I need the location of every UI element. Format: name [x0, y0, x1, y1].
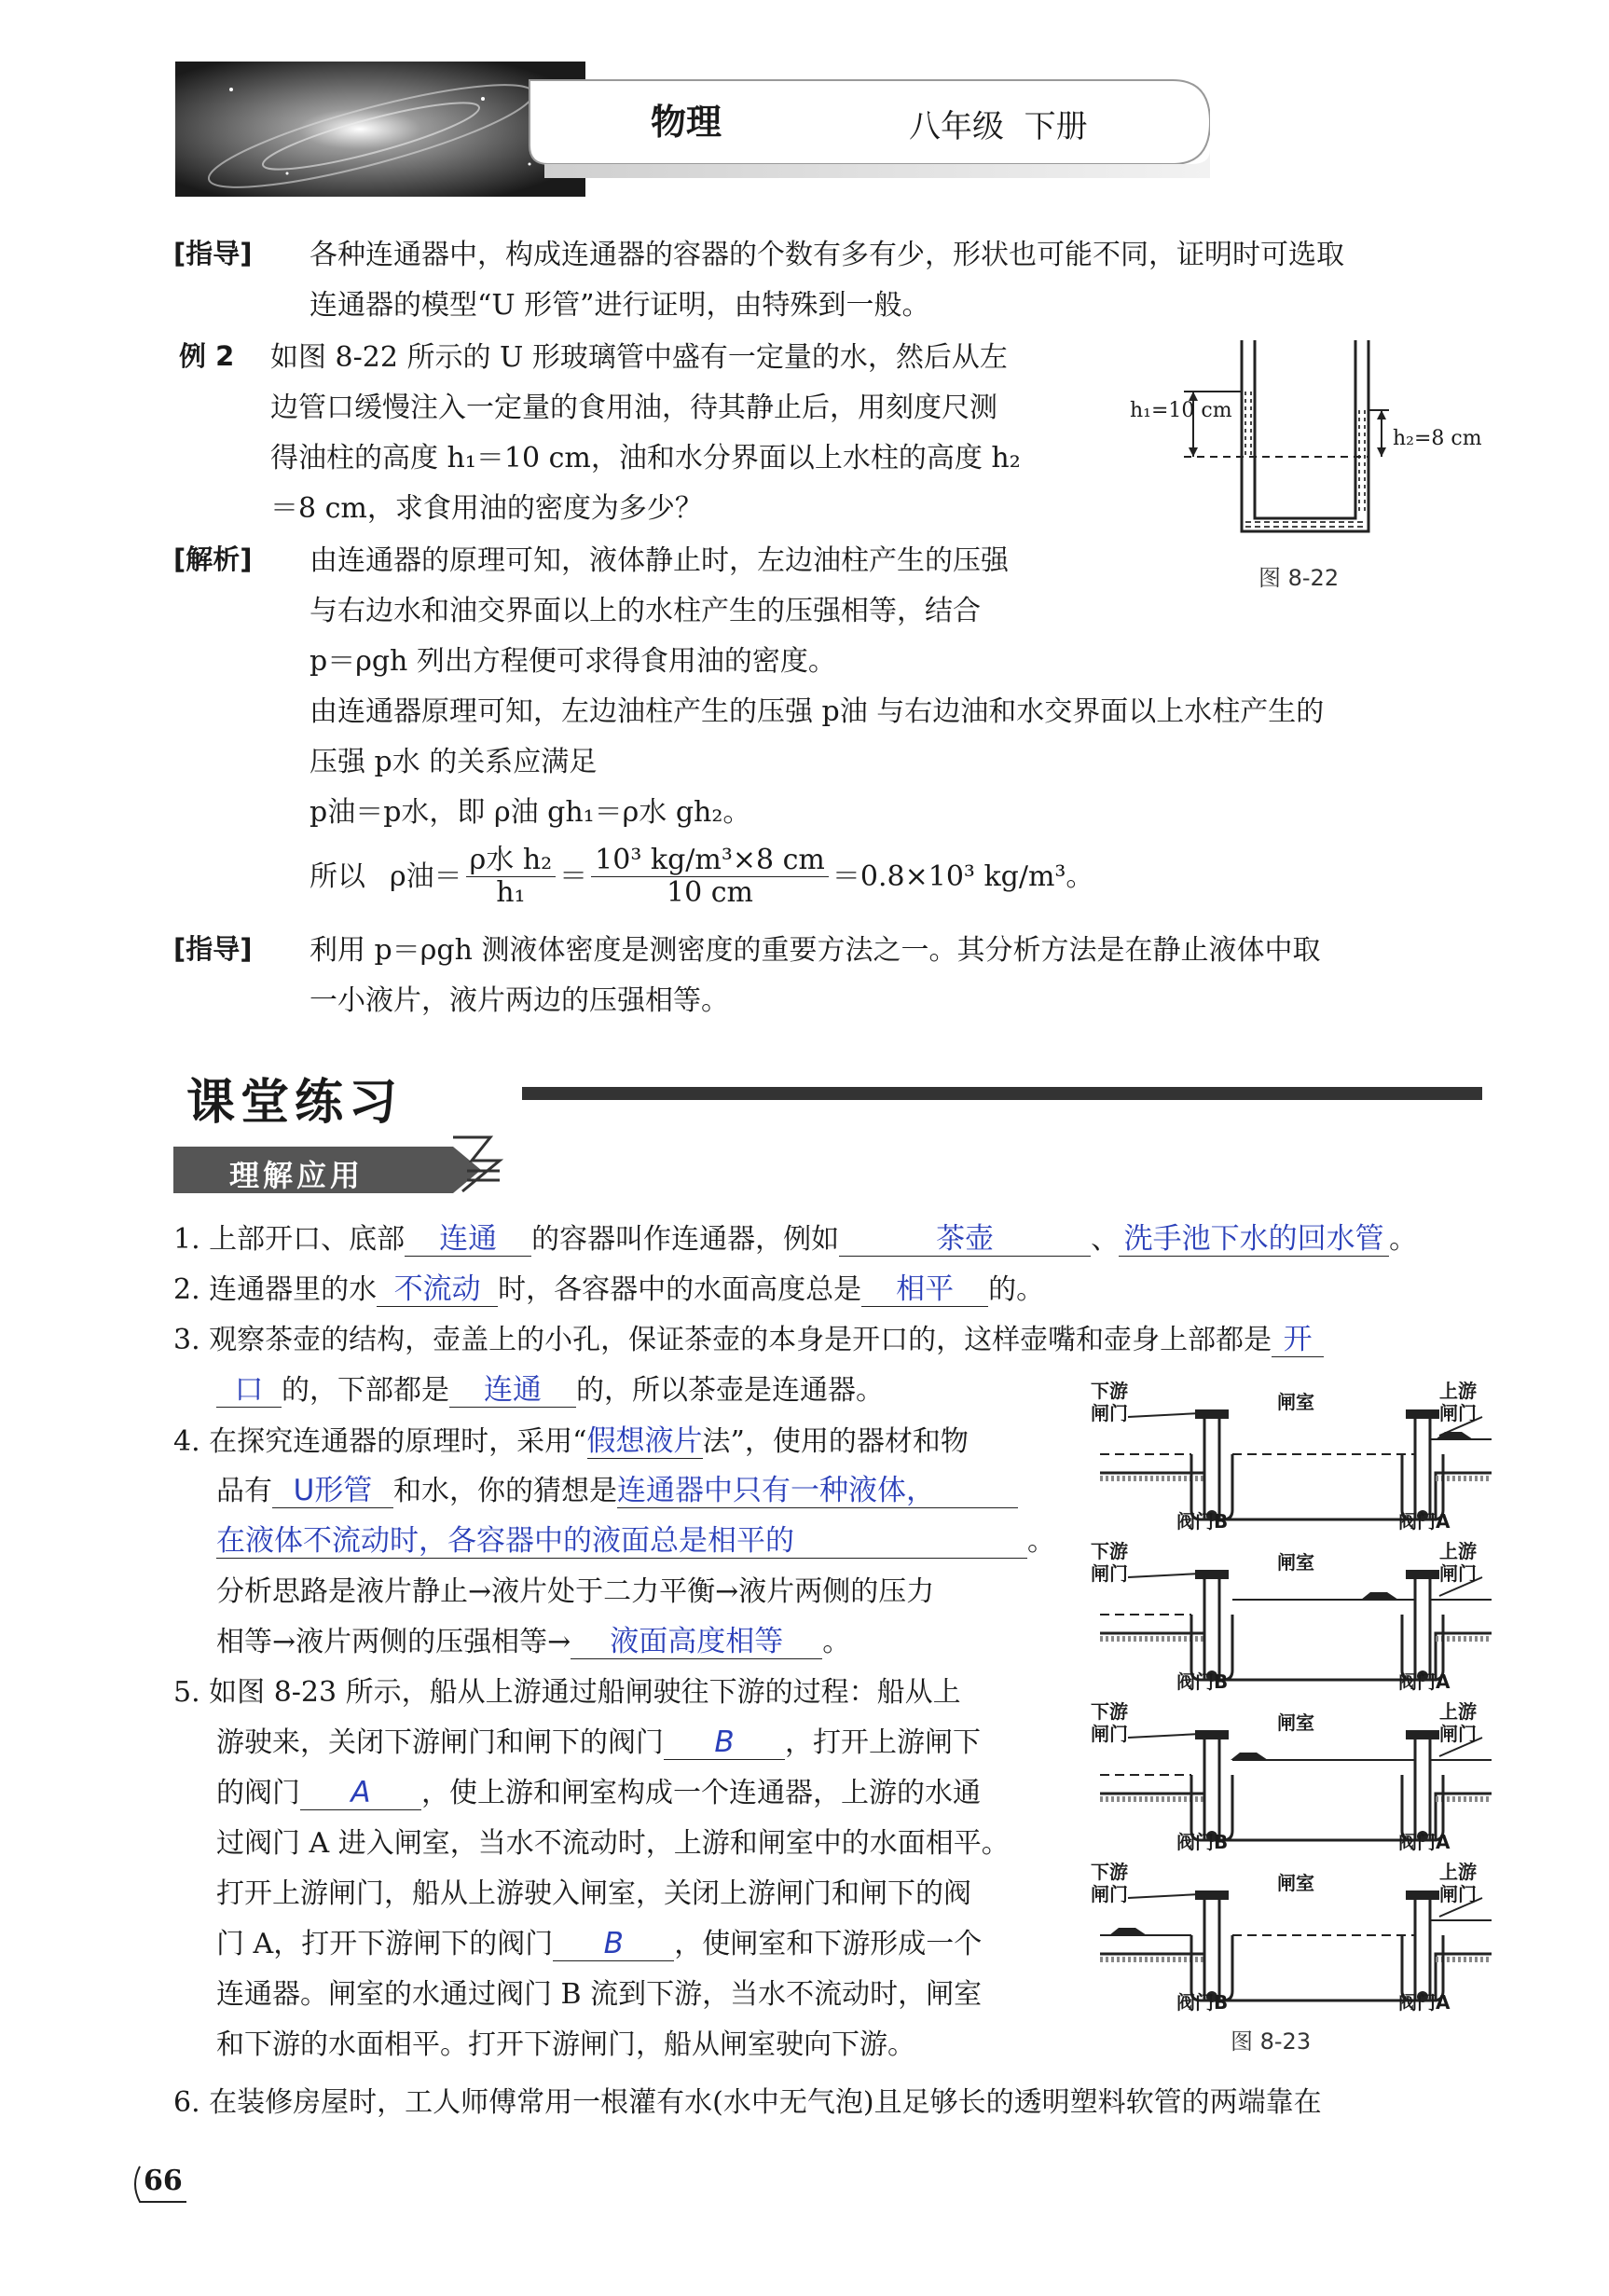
- question-5-line: 过阀门 A 进入闸室，当水不流动时，上游和闸室中的水面相平。: [216, 1827, 1010, 1860]
- label-valve-b: 阀门B: [1176, 1831, 1229, 1853]
- answer-blank[interactable]: 茶壶: [839, 1222, 1091, 1257]
- label-valve-b: 阀门B: [1176, 1510, 1229, 1533]
- example-text-line: 边管口缓慢注入一定量的食用油，待其静止后，用刻度尺测: [270, 392, 997, 424]
- fraction-denominator: 10 cm: [667, 876, 754, 909]
- answer-blank[interactable]: 洗手池下水的回水管: [1119, 1222, 1389, 1257]
- question-6: 6. 在装修房屋时，工人师傅常用一根灌有水(水中无气泡)且足够长的透明塑料软管的两端靠在: [173, 2086, 1322, 2119]
- question-4-line3: 在液体不流动时，各容器中的液面总是相平的 。: [216, 1524, 1055, 1558]
- answer-blank[interactable]: 相平: [861, 1272, 988, 1307]
- answer-blank[interactable]: 开: [1272, 1323, 1324, 1357]
- formula-lhs: ρ油＝: [390, 859, 462, 893]
- figure-label-h2: h₂=8 cm: [1393, 427, 1482, 450]
- answer-blank[interactable]: 连通: [405, 1222, 531, 1257]
- page-number-text: 66: [144, 2165, 183, 2197]
- label-chamber: 闸室: [1277, 1551, 1314, 1574]
- answer-blank[interactable]: 不流动: [377, 1272, 498, 1307]
- question-3-cont: 口 的，下部都是 连通 的，所以茶壶是连通器。: [216, 1372, 884, 1409]
- label-valve-a: 阀门A: [1398, 1670, 1451, 1693]
- question-4: 4. 在探究连通器的原理时，采用“假想液片法”，使用的器材和物: [173, 1424, 969, 1458]
- answer-blank[interactable]: A: [300, 1776, 421, 1810]
- guide-text-line: 各种连通器中，构成连通器的容器的个数有多有少，形状也可能不同，证明时可选取: [309, 239, 1344, 271]
- label-downstream-gate: 下游 闸门: [1091, 1380, 1128, 1424]
- analysis-text-line: 由连通器原理可知，左边油柱产生的压强 p油 与右边油和水交界面以上水柱产生的: [309, 695, 1325, 728]
- guide-text-line: 一小液片，液片两边的压强相等。: [309, 984, 729, 1017]
- label-valve-b: 阀门B: [1176, 1670, 1229, 1693]
- formula-so: 所以: [309, 859, 365, 893]
- answer-inline[interactable]: 假想液片: [586, 1424, 703, 1458]
- answer-blank[interactable]: B: [553, 1927, 674, 1961]
- label-valve-a: 阀门A: [1398, 1991, 1451, 2014]
- label-valve-a: 阀门A: [1398, 1831, 1451, 1853]
- answer-blank[interactable]: 口: [216, 1373, 282, 1408]
- fraction-numerator: 10³ kg/m³×8 cm: [591, 845, 829, 877]
- guide-text-line: 连通器的模型“U 形管”进行证明，由特殊到一般。: [309, 289, 930, 322]
- analysis-tag: [解析]: [173, 543, 253, 575]
- figure-8-22: [1128, 336, 1501, 597]
- analysis-text-line: 压强 p水 的关系应满足: [309, 746, 598, 778]
- label-downstream-gate: 下游 闸门: [1091, 1540, 1128, 1585]
- label-upstream-gate: 上游 闸门: [1439, 1540, 1477, 1585]
- label-valve-a: 阀门A: [1398, 1510, 1451, 1533]
- label-chamber: 闸室: [1277, 1712, 1314, 1734]
- question-1: 1. 上部开口、底部 连通 的容器叫作连通器，例如 茶壶 、 洗手池下水的回水管 。: [173, 1222, 1418, 1256]
- analysis-formula: 所以 ρ油＝ $\frac{\text{ρ水 h₂}}{\text{h₁}}$ ＝ $\frac{\text{10³ kg/m³×8 cm}}{10 cm}$ ＝0.8×10³ kg/m³。: [309, 844, 1094, 909]
- label-upstream-gate: 上游 闸门: [1439, 1861, 1477, 1905]
- guide-tag: [指导]: [173, 933, 253, 965]
- figure-8-23: [1091, 1380, 1501, 2055]
- question-5-line: 和下游的水面相平。打开下游闸门，船从闸室驶向下游。: [216, 2028, 915, 2061]
- question-5-line: 打开上游闸门，船从上游驶入闸室，关闭上游闸门和闸下的阀: [216, 1877, 971, 1910]
- fraction: [466, 845, 557, 909]
- u-tube-diagram: [1128, 336, 1501, 597]
- question-5-line: 5. 如图 8-23 所示，船从上游通过船闸驶往下游的过程：船从上: [173, 1676, 961, 1709]
- fraction-numerator: ρ水 h₂: [466, 845, 557, 877]
- answer-blank[interactable]: 连通: [449, 1373, 576, 1408]
- header-grade: 八年级 下册: [909, 108, 1088, 145]
- example-text-line: ＝8 cm，求食用油的密度为多少？: [270, 492, 703, 525]
- question-5-line: 游驶来，关闭下游闸门和闸下的阀门 B ，打开上游闸下: [216, 1725, 981, 1759]
- answer-blank[interactable]: B: [664, 1725, 785, 1760]
- analysis-equation: p油＝p水，即 ρ油 gh₁＝ρ水 gh₂。: [309, 796, 751, 829]
- fraction: [591, 845, 829, 909]
- answer-blank[interactable]: 液面高度相等: [571, 1625, 822, 1659]
- guide-text-line: 利用 p＝ρgh 测液体密度是测密度的重要方法之一。其分析方法是在静止液体中取: [309, 934, 1321, 967]
- question-4-line5: 相等→液片两侧的压强相等→ 液面高度相等 。: [216, 1625, 851, 1658]
- header-subject: 物理: [651, 102, 722, 143]
- page-number: [131, 2161, 196, 2207]
- label-upstream-gate: 上游 闸门: [1439, 1380, 1477, 1424]
- question-2: 2. 连通器里的水 不流动 时，各容器中的水面高度总是 相平 的。: [173, 1272, 1045, 1306]
- answer-blank[interactable]: U形管: [272, 1474, 393, 1508]
- formula-result: ＝0.8×10³ kg/m³。: [832, 859, 1094, 893]
- label-chamber: 闸室: [1277, 1872, 1314, 1894]
- label-valve-b: 阀门B: [1176, 1991, 1229, 2014]
- question-5-line: 门 A，打开下游闸下的阀门 B ，使闸室和下游形成一个: [216, 1927, 983, 1960]
- fraction-denominator: h₁: [496, 876, 526, 909]
- question-4-line2: 品有 U形管 和水，你的猜想是连通器中只有一种液体，: [216, 1473, 1018, 1510]
- question-5-line: 的阀门 A ，使上游和闸室构成一个连通器，上游的水通: [216, 1776, 981, 1809]
- section-rule: [522, 1087, 1482, 1100]
- label-upstream-gate: 上游 闸门: [1439, 1700, 1477, 1745]
- guide-tag: [指导]: [173, 238, 253, 269]
- analysis-text-line: 由连通器的原理可知，液体静止时，左边油柱产生的压强: [309, 544, 1009, 577]
- answer-blank[interactable]: 在液体不流动时，各容器中的液面总是相平的: [216, 1524, 1027, 1559]
- label-chamber: 闸室: [1277, 1391, 1314, 1413]
- analysis-text-line: 与右边水和油交界面以上的水柱产生的压强相等，结合: [309, 595, 981, 627]
- figure-caption: 图 8-22: [1258, 565, 1340, 591]
- answer-blank[interactable]: 连通器中只有一种液体，: [617, 1474, 1018, 1508]
- figure-label-h1: h₁=10 cm: [1130, 399, 1232, 422]
- section-badge: [173, 1128, 509, 1193]
- question-4-line4: 分析思路是液片静止→液片处于二力平衡→液片两侧的压力: [216, 1575, 935, 1608]
- figure-caption: 图 8-23: [1231, 2028, 1312, 2055]
- badge-label: 理解应用: [229, 1158, 364, 1193]
- label-downstream-gate: 下游 闸门: [1091, 1861, 1128, 1905]
- question-5-line: 连通器。闸室的水通过阀门 B 流到下游，当水不流动时，闸室: [216, 1978, 983, 2011]
- label-downstream-gate: 下游 闸门: [1091, 1700, 1128, 1745]
- example-text-line: 如图 8-22 所示的 U 形玻璃管中盛有一定量的水，然后从左: [270, 341, 1008, 374]
- analysis-text-line: p＝ρgh 列出方程便可求得食用油的密度。: [309, 645, 836, 678]
- section-title: 课堂练习: [186, 1075, 404, 1131]
- question-3: 3. 观察茶壶的结构，壶盖上的小孔，保证茶壶的本身是开口的，这样壶嘴和壶身上部都是 开: [173, 1322, 1324, 1359]
- example-text-line: 得油柱的高度 h₁＝10 cm，油和水分界面以上水柱的高度 h₂: [270, 442, 1021, 474]
- example-tag: 例 2: [179, 340, 235, 372]
